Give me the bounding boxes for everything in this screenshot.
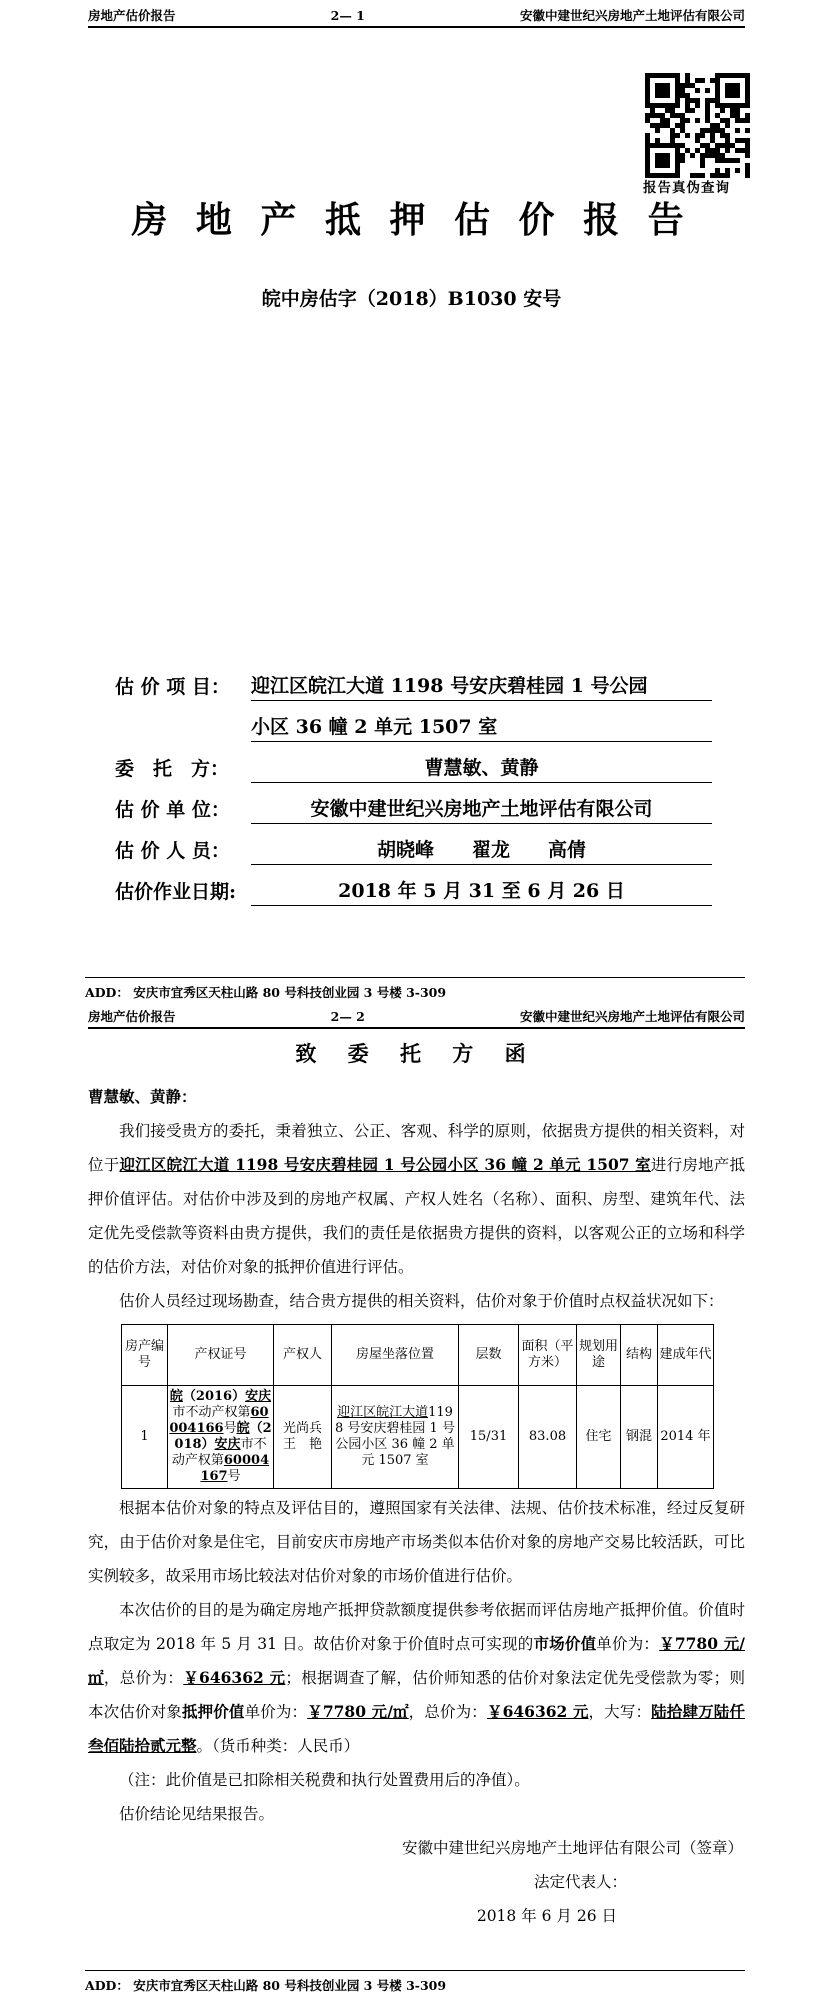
cell-structure: 钢混	[621, 1386, 658, 1489]
footer-address: ADD： 安庆市宜秀区天柱山路 80 号科技创业园 3 号楼 3-309	[85, 1978, 447, 1993]
signature-representative: 法定代表人：	[533, 1873, 627, 1891]
paragraph-entrustment: 我们接受贵方的委托，秉着独立、公正、客观、科学的原则，依据贵方提供的相关资料，对位于迎江区皖江大道 1198 号安庆碧桂园 1 号公园小区 36 幢 2 单元 1507 室进行房地产抵押价值评估。对估价中涉及到的房地产权属、产权人姓名（名称）、面积、房型、建筑年代、法定优先受偿款等资料由贵方提供，我们的责任是依据贵方提供的资料，以客观公正的立场和科学的估价方法，对估价对象的抵押价值进行评估。	[88, 1122, 745, 1276]
client-label: 委 托 方：	[115, 758, 230, 780]
signature-date: 2018 年 6 月 26 日	[476, 1907, 617, 1925]
table-row	[122, 1386, 714, 1489]
cell-use: 住宅	[577, 1386, 621, 1489]
page-number: 2— 2	[330, 1009, 365, 1024]
paragraph-method: 根据本估价对象的特点及评估目的，遵照国家有关法律、法规、估价技术标准，经过反复研究，由于估价对象是住宅，目前安庆市房地产市场类似本估价对象的房地产交易比较活跃，可比实例较多，故采用市场比较法对估价对象的市场价值进行估价。	[88, 1499, 745, 1585]
project-label: 估 价 项 目：	[115, 676, 230, 698]
cell-year: 2014 年	[658, 1386, 714, 1489]
running-header-left: 房地产估价报告	[88, 8, 176, 23]
form-row-staff	[115, 824, 712, 865]
col-header-cert: 产权证号	[168, 1325, 274, 1386]
page2-running-header	[88, 1009, 745, 1029]
col-header-owner: 产权人	[274, 1325, 332, 1386]
page2-running-footer	[85, 1970, 745, 1993]
col-header-no: 房产编号	[122, 1325, 168, 1386]
table-header-row	[122, 1325, 714, 1386]
paragraph-conclusion: 估价结论见结果报告。	[119, 1805, 275, 1823]
report-title: 房 地 产 抵 押 估 价 报 告	[131, 199, 692, 241]
col-header-location: 房屋坐落位置	[332, 1325, 459, 1386]
staff-label: 估 价 人 员：	[115, 840, 230, 862]
letter-page	[0, 1005, 823, 2008]
col-header-structure: 结构	[621, 1325, 658, 1386]
col-header-use: 规划用途	[577, 1325, 621, 1386]
page-number: 2— 1	[330, 8, 365, 23]
project-value-line2: 小区 36 幢 2 单元 1507 室	[251, 712, 712, 742]
form-row-agency	[115, 783, 712, 824]
cell-location: 迎江区皖江大道1198 号安庆碧桂园 1 号公园小区 36 幢 2 单元 1507 室	[332, 1386, 459, 1489]
cover-form	[115, 660, 712, 906]
form-row-project	[115, 660, 712, 701]
running-header-left: 房地产估价报告	[88, 1009, 176, 1024]
running-header-right: 安徽中建世纪兴房地产土地评估有限公司	[519, 1009, 745, 1024]
col-header-area: 面积（平方米）	[519, 1325, 577, 1386]
project-label-spacer	[115, 740, 251, 742]
property-table	[121, 1324, 714, 1489]
paragraph-valuation: 本次估价的目的是为确定房地产抵押贷款额度提供参考依据而评估房地产抵押价值。价值时点取定为 2018 年 5 月 31 日。故估价对象于价值时点可实现的市场价值单价为：￥7780 元/㎡，总价为：￥646362 元；根据调查了解，估价师知悉的估价对象法定优先受偿款为零；则本次估价对象抵押价值单价为：￥7780 元/㎡，总价为：￥646362 元，大写：陆拾肆万陆仟叁佰陆拾贰元整。（货币种类：人民币）	[88, 1601, 745, 1755]
page1-running-header	[88, 8, 745, 28]
letter-heading: 致 委 托 方 函	[295, 1041, 538, 1066]
cell-cert: 皖（2016）安庆市不动产权第60004166号皖（2018）安庆市不动产权第60004167号	[168, 1386, 274, 1489]
client-value: 曹慧敏、黄静	[251, 753, 712, 783]
report-number: 皖中房估字（2018）B1030 安号	[261, 288, 562, 310]
footer-address: ADD： 安庆市宜秀区天柱山路 80 号科技创业园 3 号楼 3-309	[85, 985, 447, 1000]
agency-value: 安徽中建世纪兴房地产土地评估有限公司	[251, 794, 712, 824]
form-row-client	[115, 742, 712, 783]
staff-value: 胡晓峰 翟龙 高倩	[251, 835, 712, 865]
cell-no: 1	[122, 1386, 168, 1489]
qr-caption: 报告真伪查询	[643, 180, 730, 196]
signature-company: 安徽中建世纪兴房地产土地评估有限公司（签章）	[401, 1839, 743, 1857]
paragraph-note: （注：此价值是已扣除相关税费和执行处置费用后的净值）。	[119, 1771, 530, 1789]
cell-owner: 光尚兵 王 艳	[274, 1386, 332, 1489]
date-label: 估价作业日期:	[115, 881, 237, 903]
paragraph-survey: 估价人员经过现场勘查，结合贵方提供的相关资料，估价对象于价值时点权益状况如下：	[119, 1292, 724, 1310]
qr-code	[645, 73, 750, 173]
running-header-right: 安徽中建世纪兴房地产土地评估有限公司	[519, 8, 745, 23]
col-header-year: 建成年代	[658, 1325, 714, 1386]
col-header-floors: 层数	[459, 1325, 519, 1386]
date-value: 2018 年 5 月 31 至 6 月 26 日	[251, 876, 712, 906]
cell-floors: 15/31	[459, 1386, 519, 1489]
cell-area: 83.08	[519, 1386, 577, 1489]
agency-label: 估 价 单 位：	[115, 799, 230, 821]
page1-running-footer	[85, 977, 745, 1000]
salutation: 曹慧敏、黄静：	[88, 1087, 197, 1106]
form-row-project-cont	[115, 701, 712, 742]
project-value-line1: 迎江区皖江大道 1198 号安庆碧桂园 1 号公园	[251, 671, 712, 701]
form-row-date	[115, 865, 712, 906]
